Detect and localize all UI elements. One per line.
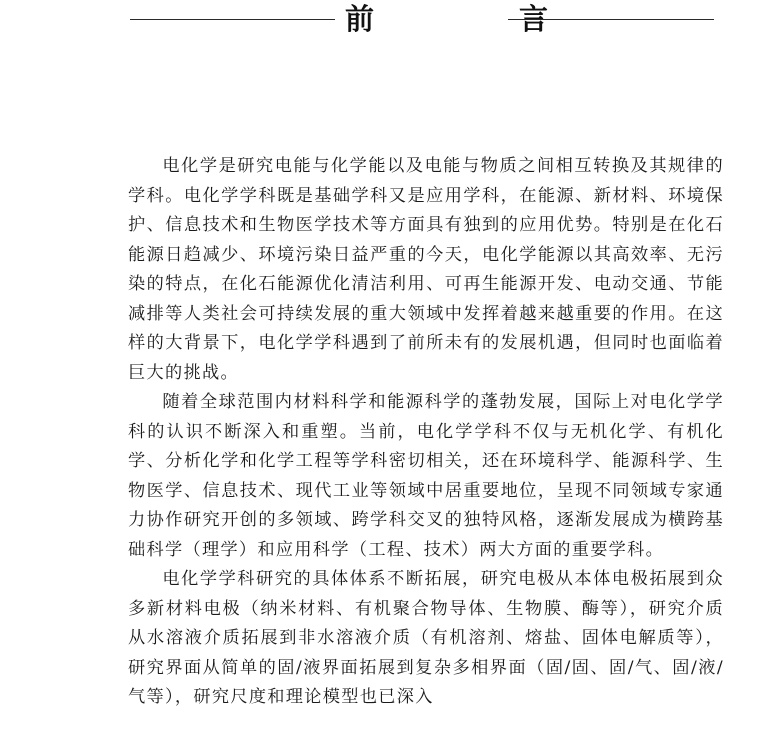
paragraph-2: 随着全球范围内材料科学和能源科学的蓬勃发展，国际上对电化学学科的认识不断深入和重塑。当前，电化学学科不仅与无机化学、有机化学、分析化学和化学工程等学科密切相关，还在环境科学、能源科学、生物医学、信息技术、现代工业等领域中居重要地位，呈现不同领域专家通力协作研究开创的多领域、跨学科交叉的独特风格，逐渐发展成为横跨基础科学（理学）和应用科学（工程、技术）两大方面的重要学科。 — [128, 392, 724, 560]
page-header — [0, 0, 783, 40]
body-text — [128, 152, 724, 713]
paragraph-1: 电化学是研究电能与化学能以及电能与物质之间相互转换及其规律的学科。电化学学科既是基础学科又是应用学科，在能源、新材料、环境保护、信息技术和生物医学技术等方面具有独到的应用优势。特别是在化石能源日趋减少、环境污染日益严重的今天，电化学能源以其高效率、无污染的特点，在化石能源优化清洁利用、可再生能源开发、电动交通、节能减排等人类社会可持续发展的重大领域中发挥着越来越重要的作用。在这样的大背景下，电化学学科遇到了前所未有的发展机遇，但同时也面临着巨大的挑战。 — [128, 156, 724, 383]
paragraph-3: 电化学学科研究的具体体系不断拓展，研究电极从本体电极拓展到众多新材料电极（纳米材料、有机聚合物导体、生物膜、酶等），研究介质从水溶液介质拓展到非水溶液介质（有机溶剂、熔盐、固体电解质等），研究界面从简单的固/液界面拓展到复杂多相界面（固/固、固/气、固/液/气等），研究尺度和理论模型也已深入 — [128, 569, 724, 707]
page-title: 前 言 — [345, 2, 607, 36]
title-rule-left — [130, 19, 335, 20]
title-rule-right — [508, 19, 714, 20]
